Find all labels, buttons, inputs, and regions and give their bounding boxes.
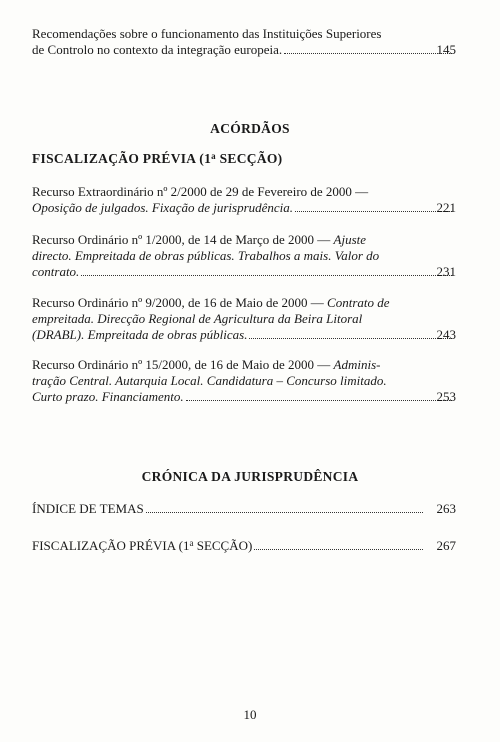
toc-entry-subject: Adminis- xyxy=(333,357,381,372)
page-ref: 267 xyxy=(436,538,456,553)
toc-entry-tail: SECÇÃO) xyxy=(193,538,253,553)
toc-entry-indice[interactable] xyxy=(32,501,456,517)
page-ref: 253 xyxy=(436,389,456,404)
section-heading-acordaos: ACÓRDÃOS xyxy=(210,121,290,136)
toc-entry-subject: directo. Empreitada de obras públicas. Trabalhos a mais. Valor do xyxy=(32,248,380,263)
bleed-through-text xyxy=(0,92,500,107)
toc-entry-subject: Curto prazo. Financiamento. xyxy=(32,389,184,404)
toc-entry-text: FISCALIZAÇÃO PRÉVIA (1 xyxy=(32,538,190,553)
dot-leader xyxy=(249,338,452,339)
toc-entry-subject: Oposição de julgados. Fixação de jurisprudência. xyxy=(32,200,294,215)
toc-entry-subject: Ajuste xyxy=(333,232,367,247)
toc-entry-text: ÍNDICE DE TEMAS xyxy=(32,501,144,516)
page-ref: 221 xyxy=(436,200,456,215)
subsection-sup: a xyxy=(211,151,216,161)
toc-entry[interactable] xyxy=(32,357,456,405)
dot-leader xyxy=(284,53,452,54)
toc-entry-subject: contrato. xyxy=(32,264,80,279)
toc-entry-sup: a xyxy=(189,538,194,548)
subsection-text: FISCALIZAÇÃO PRÉVIA (1 xyxy=(32,151,212,166)
dot-leader xyxy=(81,275,452,276)
page-ref: 145 xyxy=(436,42,456,57)
toc-entry-subject: tração Central. Autarquia Local. Candidatura – Concurso limitado. xyxy=(32,373,387,388)
toc-entry-intro[interactable] xyxy=(32,26,456,58)
toc-entry-fiscalizacao[interactable] xyxy=(32,535,456,554)
toc-entry-subject: (DRABL). Empreitada de obras públicas. xyxy=(32,327,248,342)
page-ref: 231 xyxy=(436,264,456,279)
toc-entry-text: Recomendações sobre o funcionamento das Instituições Superiores xyxy=(32,26,382,41)
toc-entry-text: Recurso Ordinário nº 1/2000, de 14 de Março de 2000 — xyxy=(32,232,334,247)
subsection-heading xyxy=(32,151,282,167)
page-number: 10 xyxy=(243,707,257,722)
subsection-tail: SECÇÃO) xyxy=(215,151,283,166)
toc-entry-text: Recurso Ordinário nº 9/2000, de 16 de Maio de 2000 — xyxy=(32,295,328,310)
dot-leader xyxy=(186,400,452,401)
toc-entry[interactable] xyxy=(32,184,456,216)
toc-entry[interactable] xyxy=(32,232,456,280)
toc-entry-text: Recurso Ordinário nº 15/2000, de 16 de Maio de 2000 — xyxy=(32,357,334,372)
dot-leader xyxy=(146,512,423,513)
toc-entry-subject: Contrato de xyxy=(327,295,390,310)
toc-entry-subject: empreitada. Direcção Regional de Agricultura da Beira Litoral xyxy=(32,311,363,326)
dot-leader xyxy=(254,549,422,550)
toc-entry-text: Recurso Extraordinário nº 2/2000 de 29 de Fevereiro de 2000 — xyxy=(32,184,369,199)
page-ref: 263 xyxy=(436,501,456,516)
toc-entry-text: de Controlo no contexto da integração europeia. xyxy=(32,42,283,57)
toc-entry[interactable] xyxy=(32,295,456,343)
dot-leader xyxy=(295,211,452,212)
section-heading-cronica: CRÓNICA DA JURISPRUDÊNCIA xyxy=(141,469,359,484)
page-ref: 243 xyxy=(436,327,456,342)
